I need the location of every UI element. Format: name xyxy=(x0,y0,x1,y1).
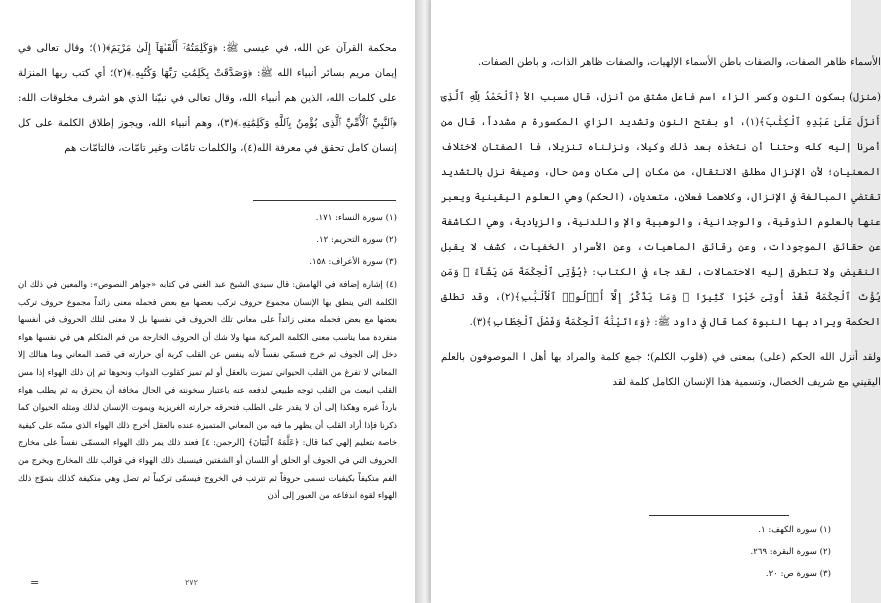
right-page-body xyxy=(441,50,881,405)
footnote: (٢) سورة البقرة: ٢٦٩. xyxy=(750,547,831,557)
footnote: (٣) سورة ص: ٢٠. xyxy=(765,569,831,579)
footnote: (١) سورة النساء: ١٧١. xyxy=(315,213,397,223)
left-page-body: محكمة القرآن عن الله، في عيسى ﷺ: ﴿وَكَلِمَتُهُۥٓ أَلْقَىٰهَآ إِلَىٰ مَرْيَمَ﴾(١)؛ وقال تعالى في إيمان مريم بسائر أنبياء الله ﷺ: ﴿وَصَدَّقَتْ بِكَلِمَٰتِ رَبِّهَا وَكُتُبِهِۦ﴾(٢)؛ أي كتب ربها المنزلة على كلمات الله، الذين هم أنبياء الله، وقال تعالى في نبيّنا الذي هو اشرف مخلوقات الله: ﴿ٱلنَّبِيِّ ٱلْأُمِّيِّ ٱلَّذِى يُؤْمِنُ بِٱللَّهِ وَكَلِمَٰتِهِۦ﴾(٣)، وهم أنبياء الله، ويجوز إطلاق الكلمة على كل إنسان كامل تحقق في معرفة الله(٤)، والكلمات تامّات وغير تامّات، فالتامّات هم xyxy=(18,43,397,154)
book-gutter xyxy=(415,0,431,603)
footnote: (٢) سورة التحريم: ١٢. xyxy=(316,235,397,245)
footnote: (١) سورة الكهف: ١. xyxy=(758,525,831,535)
left-page-footnotes xyxy=(18,210,397,510)
page-number: ٢٧٢ xyxy=(185,578,198,587)
paragraph: ولقد أنزل الله الحكم (على) بمعنى في (قلوب الكلم)؛ جمع كلمة والمراد بها أهل ا الموصوفون بالعلم اليقيني مع شريف الخصال، وتسمية هذا الإنسان الكامل كلمة لقد xyxy=(441,352,881,388)
paragraph: (منزل) بسكون النون وكسر الزاء اسم فاعل مشتق من أنزل، قال مسبب الأ ﴿ٱلْحَمْدُ لِلَّهِ ٱلَّذِىٓ أَنزَلَ عَلَىٰ عَبْدِهِ ٱلْكِتَٰبَ﴾(١)، أو بفتح النون وتشديد الزاي المكسورة م مشدداً، قال من أمرنا إليه كله وحتنا أن نتخذه بعد ذلك وكيلا، ونزلناه تنزيلا، فا الصفتان لاختلاف المعنيان؛ لأن الإنزال مطلق الانتقال، من مكان إلى مكان ومن حال، وصيغة نزل بالتشديد تقتضي المبالغة في الإنزال، وكلاهما فعلان، متعديان، (الحكم) وهي العلوم اليقينية ويعبر عنها بالعلوم الذوقية، والوجدانية، والوهبية والإ واللدنية، والزيادية، وهي الكاشفة عن حقائق الموجودات، وعن رقائق الماهيات، وعن الأسرار الخفيات، كشف لا يقبل النقيض ولا تتطرق إليه الاحتمالات، لقد جاء في الكتاب: ﴿يُؤْتِى ٱلْحِكْمَةَ مَن يَشَآءُ ۚ وَمَن يُؤْتَ ٱلْحِكْمَةَ فَقَدْ أُوتِىَ خَيْرًا كَثِيرًا ۗ وَمَا يَذَّكَّرُ إِلَّآ أُو۟لُوا۟ ٱلْأَلْبَٰبِ﴾(٢)، وقد تطلق الحكمة ويراد بها النبوة كما قال في داود ﷺ: ﴿وَءَاتَيْنَٰهُ ٱلْحِكْمَةَ وَفَصْلَ ٱلْخِطَابِ﴾(٣). xyxy=(441,92,881,328)
left-page xyxy=(0,0,415,603)
right-page xyxy=(431,0,881,603)
bottom-mark: = xyxy=(30,576,40,589)
footnote: (٣) سورة الأعراف: ١٥٨. xyxy=(309,257,397,267)
footnote-long: (٤) إشارة إضافة في الهامش: قال سيدي الشيخ عبد الغني في كتابه «جواهر النصوص»: والمعين في ذلك ان الكلمة التي ينطق بها الإنسان مجموع حروف تركب بعضها مع بعض فحمله معنى زائداً مجموع حروف تركب بعضها مع بعض فحمله معنى زائداً على معاني تلك الحروف في نفسها بل لا معنى لتلك الحروف في أنفسها منفردة مما يناسب معنى الكلمة المركبة منها ولا شك أن الحروف الخارجة من فم المتكلم هي في نفسها هواء دخل إلى الجوف ثم خرج فسمّي نفساً لأنه ينفس عن القلب كربة أي حرارته في قصد المعاني وما هنالك إلا المعاني لا تفرغ من القلب الحيواني تميزت بالعقل أو لم تميز كقلوب الدواب ونحوها ثم إن ذلك الهواء إذا مس القلب انبعث من القلب توجه طبيعي لدفعه عنه باعتبار سخونته في الحال مخافة أن يحترق به ثم يطلب هواء بارداً غيره وهكذا إلى أن لا يقدر على الطلب فتحرقه حرارته الغريزية ويموت الإنسان لذلك ومثله الحيوان كما ذكرنا فإذا أراد القلب أن يظهر ما فيه من المعاني المتميزة عنده بالعقل أخرج ذلك الهواء الذي مسّه على كيفية خاصة بتعليم إلهي كما قال: ﴿عَلَّمَهُ ٱلْبَيَانَ﴾ [الرحمن: ٤] فعند ذلك يمر ذلك الهواء المسمّى نفساً على مخارج الحروف التي في الجوف أو الحلق أو اللسان أو الشفتين فينسبك ذلك الهواء في قوالب تلك المخارج ويخرج من الفم متكيفاً بكيفيات تسمى حروفاً ثم تترتب في الخروج فيسمّى تركيباً ثم تصل وهي متكيفة كذلك بتموّج ذلك الهواء لقوة اندفاعه من العبور إلى أذن xyxy=(18,279,398,501)
right-page-footnotes xyxy=(441,524,831,590)
footnote-separator xyxy=(253,200,396,201)
paragraph: الأسماء ظاهر الصفات، والصفات باطن الأسماء الإلهيات، والصفات ظاهر الذات، و باطن الصفات. xyxy=(477,57,881,68)
footnote-separator xyxy=(649,515,789,516)
